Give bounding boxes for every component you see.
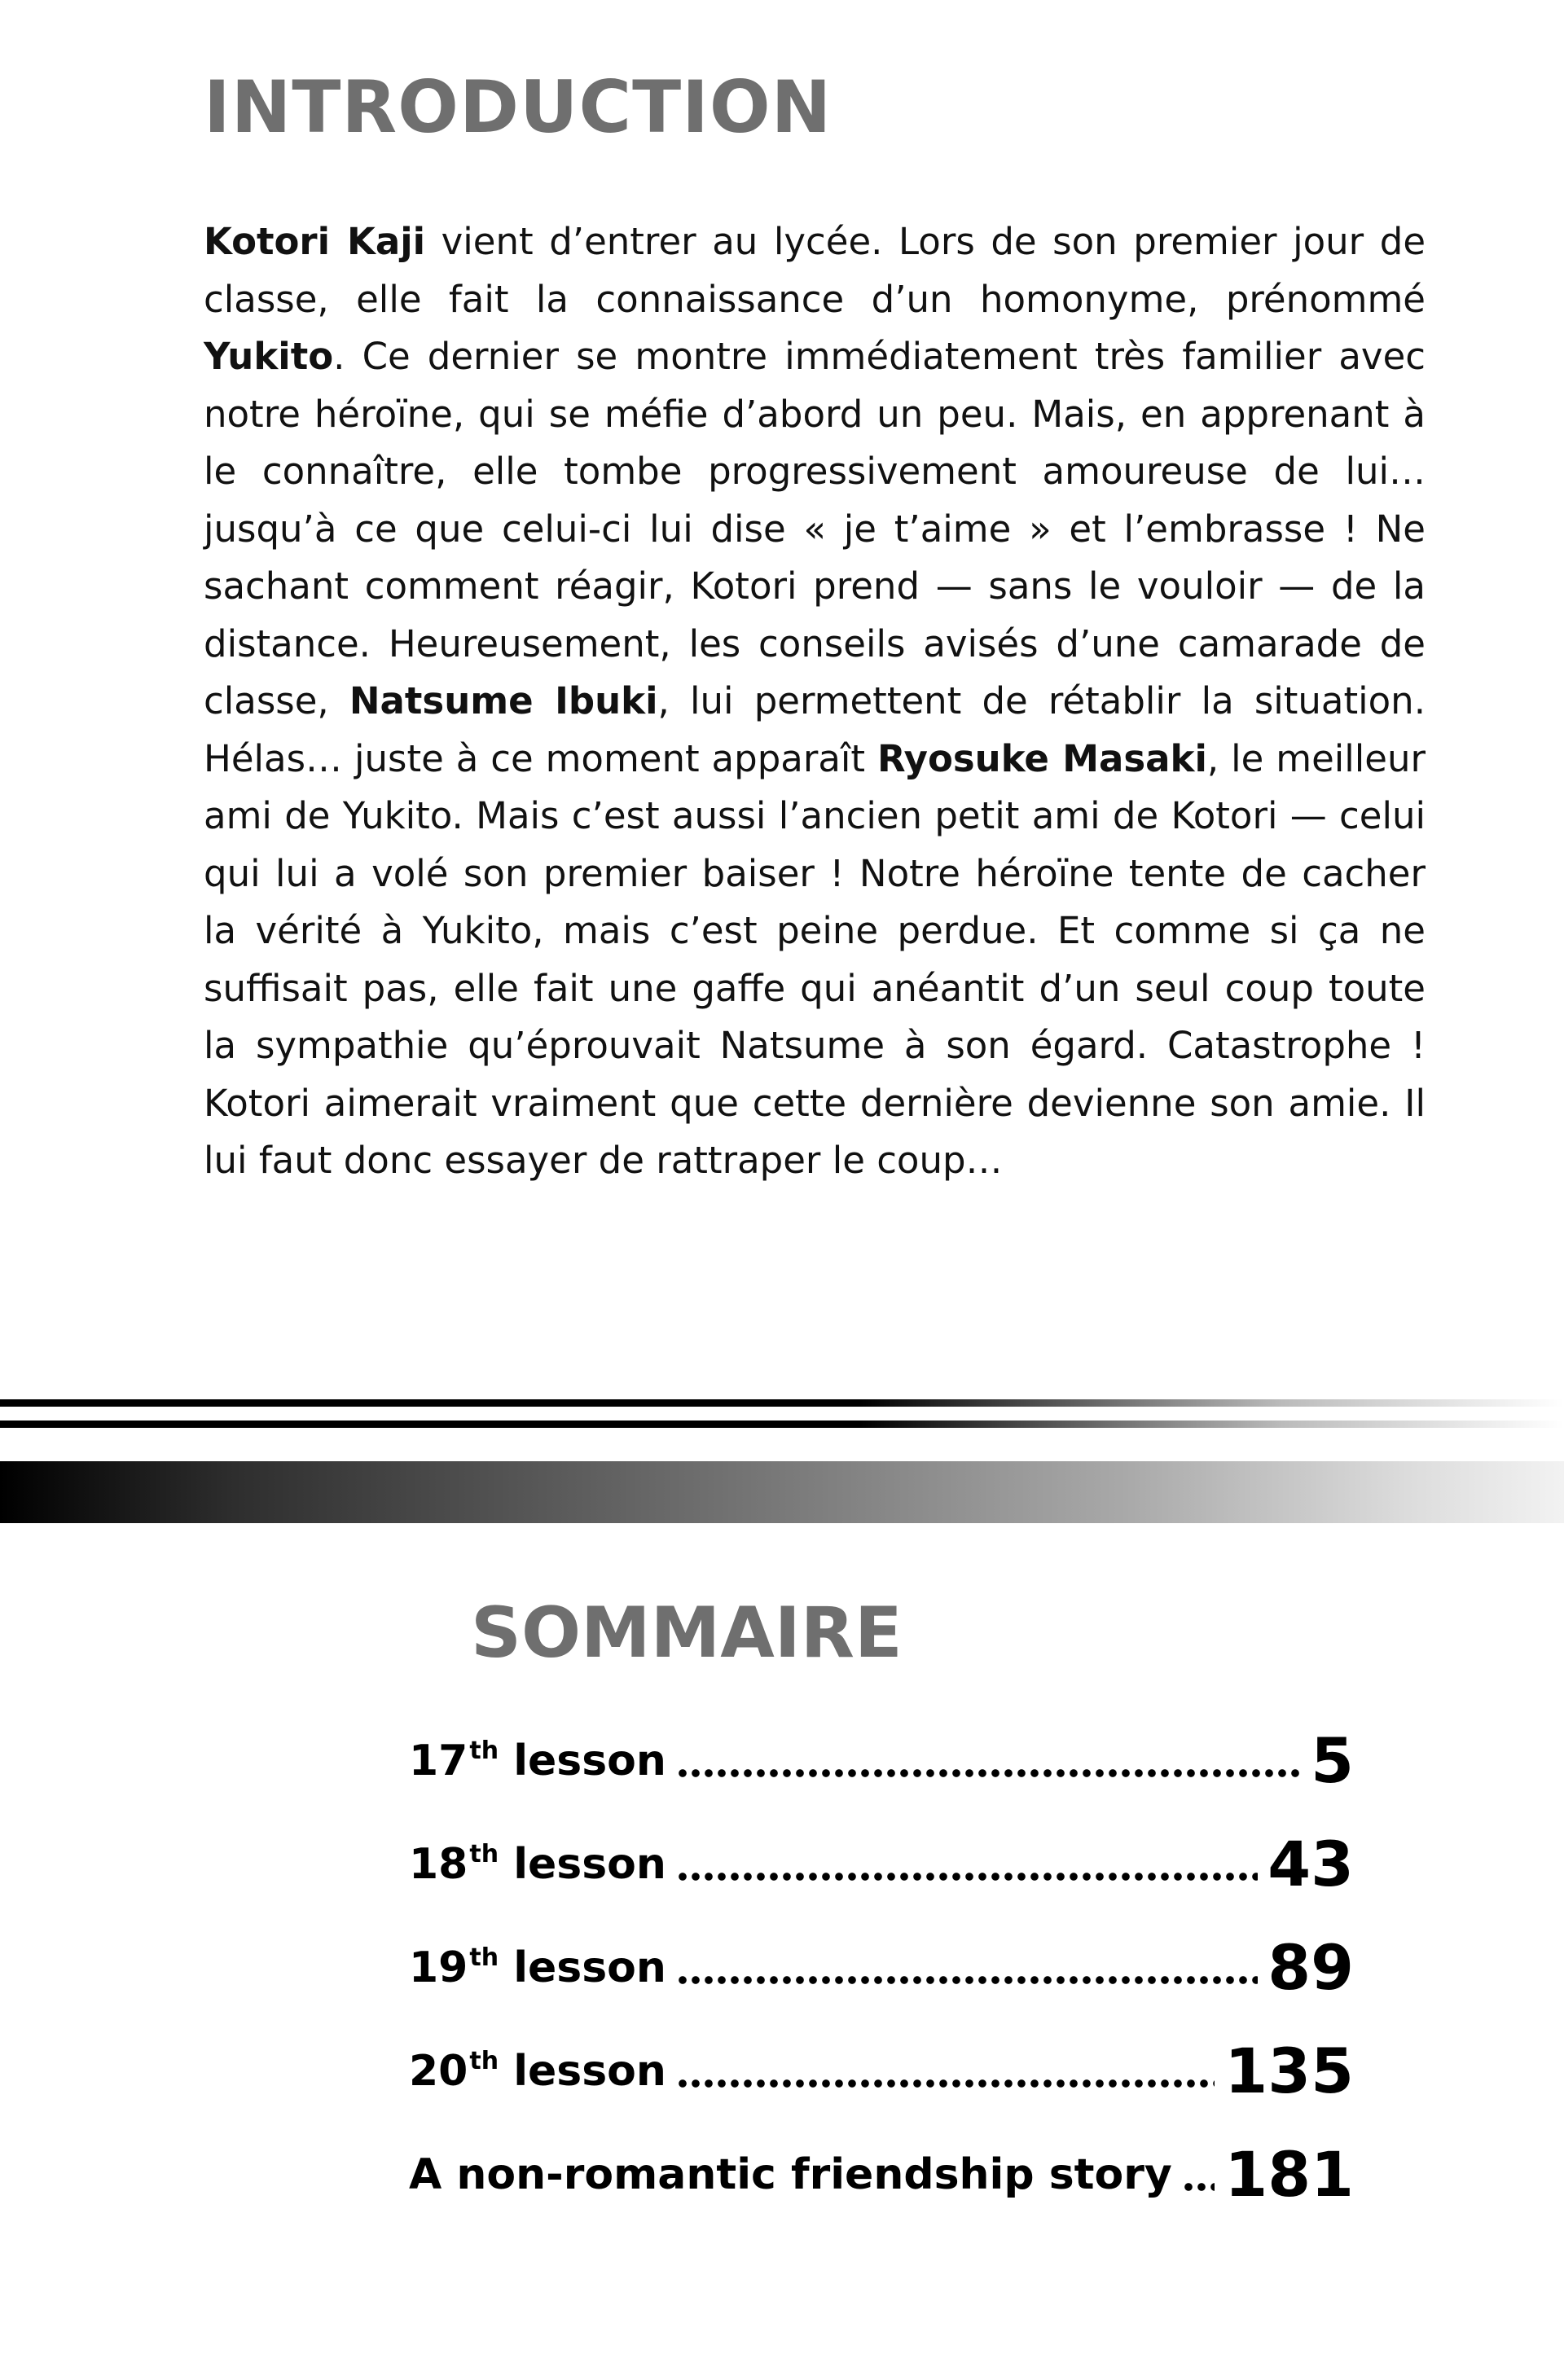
- toc-entry: [409, 2019, 1354, 2123]
- intro-text: . Ce dernier se montre immédiatement très familier avec notre héroïne, qui se méfie d’abord un peu. Mais, en apprenant à le connaître, elle tombe progressivement amoureuse de lui… jusqu’à ce que celui-ci lui dise « je t’aime » et l’embrasse ! Ne sachant comment réagir, Kotori prend — sans le vouloir — de la distance. Heureusement, les conseils avisés d’une camarade de classe,: [204, 335, 1426, 722]
- toc-page-number: 5: [1311, 1724, 1354, 1797]
- toc-entry-label: [409, 2047, 666, 2096]
- toc-entry: [409, 1709, 1354, 1812]
- toc-entry: [409, 2123, 1354, 2226]
- sommaire-heading: SOMMAIRE: [471, 1592, 903, 1674]
- lesson-number: 19: [409, 1943, 468, 1992]
- dot-leader: [1182, 2181, 1215, 2193]
- ordinal-suffix: th: [469, 2046, 499, 2075]
- toc-entry-label: [409, 1840, 666, 1889]
- intro-text: vient d’entrer au lycée. Lors de son premier jour de classe, elle fait la connaissance d’un homonyme, prénommé: [204, 220, 1426, 321]
- ordinal-suffix: th: [469, 1943, 499, 1972]
- lesson-number: 17: [409, 1736, 468, 1785]
- character-name: Ryosuke Masaki: [877, 736, 1207, 780]
- intro-text: , le meilleur ami de Yukito. Mais c’est aussi l’ancien petit ami de Kotori — celui qui lui a volé son premier baiser ! Notre héroïne tente de cacher la vérité à Yukito, mais c’est peine perdue. Et comme si ça ne suffisait pas, elle fait une gaffe qui anéantit d’un seul coup toute la sympathie qu’éprouvait Natsume à son égard. Catastrophe ! Kotori aimerait vraiment que cette dernière devienne son amie. Il lui faut donc essayer de rattraper le coup…: [204, 736, 1426, 1182]
- dot-leader: [676, 2078, 1215, 2089]
- toc-page-number: 43: [1267, 1828, 1354, 1900]
- ordinal-suffix: th: [469, 1736, 499, 1765]
- dot-leader: [676, 1767, 1301, 1779]
- character-name: Natsume Ibuki: [349, 679, 658, 722]
- character-name: Yukito: [204, 335, 334, 378]
- lesson-word: lesson: [513, 1736, 666, 1785]
- toc-entry: [409, 1812, 1354, 1916]
- toc-page-number: 181: [1224, 2138, 1354, 2211]
- lesson-word: lesson: [513, 2046, 666, 2096]
- character-name: Kotori Kaji: [204, 220, 426, 263]
- toc-entry-label: A non-romantic friendship story: [409, 2149, 1172, 2199]
- lesson-number: 20: [409, 2046, 468, 2096]
- lesson-number: 18: [409, 1839, 468, 1889]
- toc-page-number: 89: [1267, 1931, 1354, 2004]
- dot-leader: [676, 1974, 1258, 1986]
- gradient-band-divider: [0, 1461, 1564, 1523]
- introduction-paragraph: [204, 213, 1426, 1190]
- divider-line-top: [0, 1399, 1564, 1407]
- toc-entry-label: [409, 1943, 666, 1992]
- dot-leader: [676, 1871, 1258, 1882]
- toc-entry-label: [409, 1737, 666, 1785]
- lesson-word: lesson: [513, 1839, 666, 1889]
- table-of-contents: [409, 1709, 1354, 2226]
- toc-page-number: 135: [1224, 2035, 1354, 2107]
- ordinal-suffix: th: [469, 1839, 499, 1868]
- introduction-heading: INTRODUCTION: [204, 65, 833, 149]
- lesson-word: lesson: [513, 1943, 666, 1992]
- intro-text: , lui permettent de rétablir la situation. Hélas… juste à ce moment apparaît: [204, 679, 1426, 780]
- divider-line-bottom: [0, 1421, 1564, 1428]
- toc-entry: [409, 1916, 1354, 2019]
